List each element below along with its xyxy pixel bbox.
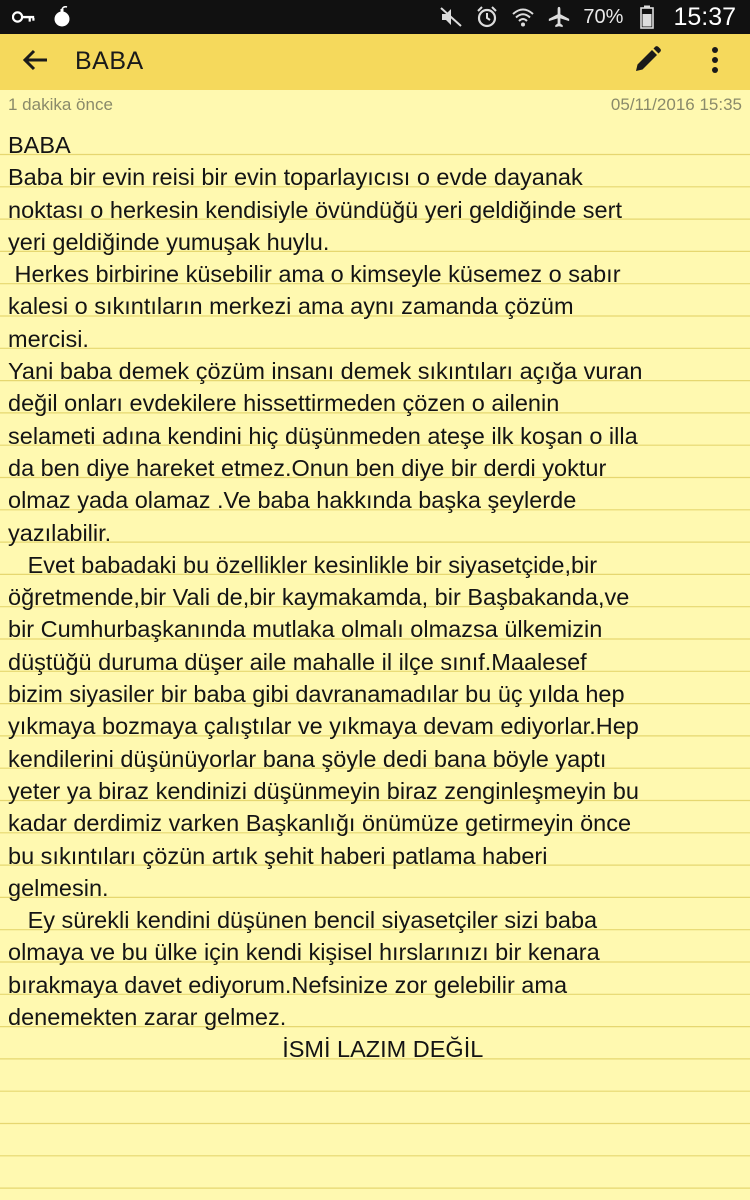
note-line: mercisi. (8, 325, 89, 352)
note-line: bırakmaya davet ediyorum.Nefsinize zor gelebilir ama (8, 971, 568, 998)
edit-button[interactable] (627, 44, 667, 80)
note-line: Ey sürekli kendini düşünen bencil siyasetçiler sizi baba (8, 907, 598, 934)
note-content (8, 129, 744, 1066)
note-line: kendilerini düşünüyorlar bana şöyle dedi bana böyle yaptı (8, 745, 607, 772)
key-icon (12, 5, 36, 29)
note-line: kalesi o sıkıntıların merkezi ama aynı zamanda çözüm (8, 293, 574, 320)
note-line: yeter ya biraz kendinizi düşünmeyin biraz zenginleşmeyin bu (8, 777, 639, 804)
more-vertical-icon (711, 46, 719, 79)
status-bar (0, 0, 750, 34)
pencil-icon (632, 45, 662, 80)
battery-percent: 70% (583, 5, 624, 28)
arrow-left-icon (21, 48, 49, 77)
status-left-icons (12, 5, 74, 29)
note-line: yeri geldiğinde yumuşak huylu. (8, 228, 330, 255)
battery-icon (635, 5, 659, 29)
note-line: bir Cumhurbaşkanında mutlaka olmalı olmazsa ülkemizin (8, 616, 603, 643)
note-line: düştüğü duruma düşer aile mahalle il ilçe sınıf.Maalesef (8, 648, 587, 675)
note-line: Herkes birbirine küsebilir ama o kimseyle küsemez o sabır (8, 261, 621, 288)
note-line: bizim siyasiler bir baba gibi davranamadılar bu üç yılda hep (8, 681, 625, 708)
wifi-icon (511, 5, 535, 29)
note-line: gelmesin. (8, 874, 109, 901)
note-line: İSMİ LAZIM DEĞİL (8, 1036, 484, 1063)
note-line: kadar derdimiz varken Başkanlığı önümüze getirmeyin önce (8, 810, 632, 837)
note-line: Yani baba demek çözüm insanı demek sıkıntıları açığa vuran (8, 358, 643, 385)
relative-time: 1 dakika önce (8, 95, 113, 114)
note-line: bu sıkıntıları çözün artık şehit haberi patlama haberi (8, 842, 548, 869)
alarm-icon (475, 5, 499, 29)
status-time: 15:37 (673, 2, 736, 31)
mute-icon (439, 5, 463, 29)
note-line: olmaya ve bu ülke için kendi kişisel hırslarınızı bir kenara (8, 939, 600, 966)
note-body (0, 126, 750, 1200)
note-line: değil onları evdekilere hissettirmeden çözen o ailenin (8, 390, 560, 417)
note-line: yıkmaya bozmaya çalıştılar ve yıkmaya devam ediyorlar.Hep (8, 713, 639, 740)
note-line: selameti adına kendini hiç düşünmeden ateşe ilk koşan o illa (8, 422, 638, 449)
note-line: olmaz yada olamaz .Ve baba hakkında başka şeylerde (8, 487, 577, 514)
note-line: denemekten zarar gelmez. (8, 1004, 287, 1031)
back-button[interactable] (16, 44, 54, 80)
note-line: öğretmende,bir Vali de,bir kaymakamda, bir Başbakanda,ve (8, 584, 630, 611)
note-line: yazılabilir. (8, 519, 112, 546)
note-line: noktası o herkesin kendisiyle övündüğü yeri geldiğinde sert (8, 196, 622, 223)
note-date: 05/11/2016 15:35 (610, 95, 742, 114)
status-right-icons (439, 3, 736, 31)
note-line: Baba bir evin reisi bir evin toparlayıcısı o evde dayanak (8, 164, 583, 191)
note-line: da ben diye hareket etmez.Onun ben diye bir derdi yoktur (8, 454, 607, 481)
airplane-icon (547, 5, 571, 29)
note-line: BABA (8, 132, 71, 158)
note-meta (0, 90, 750, 126)
note-line: Evet babadaki bu özellikler kesinlikle bir siyasetçide,bir (8, 551, 598, 578)
app-bar (0, 34, 750, 90)
more-options-button[interactable] (700, 44, 730, 80)
note-title: BABA (75, 47, 144, 75)
bomb-icon (50, 5, 74, 29)
